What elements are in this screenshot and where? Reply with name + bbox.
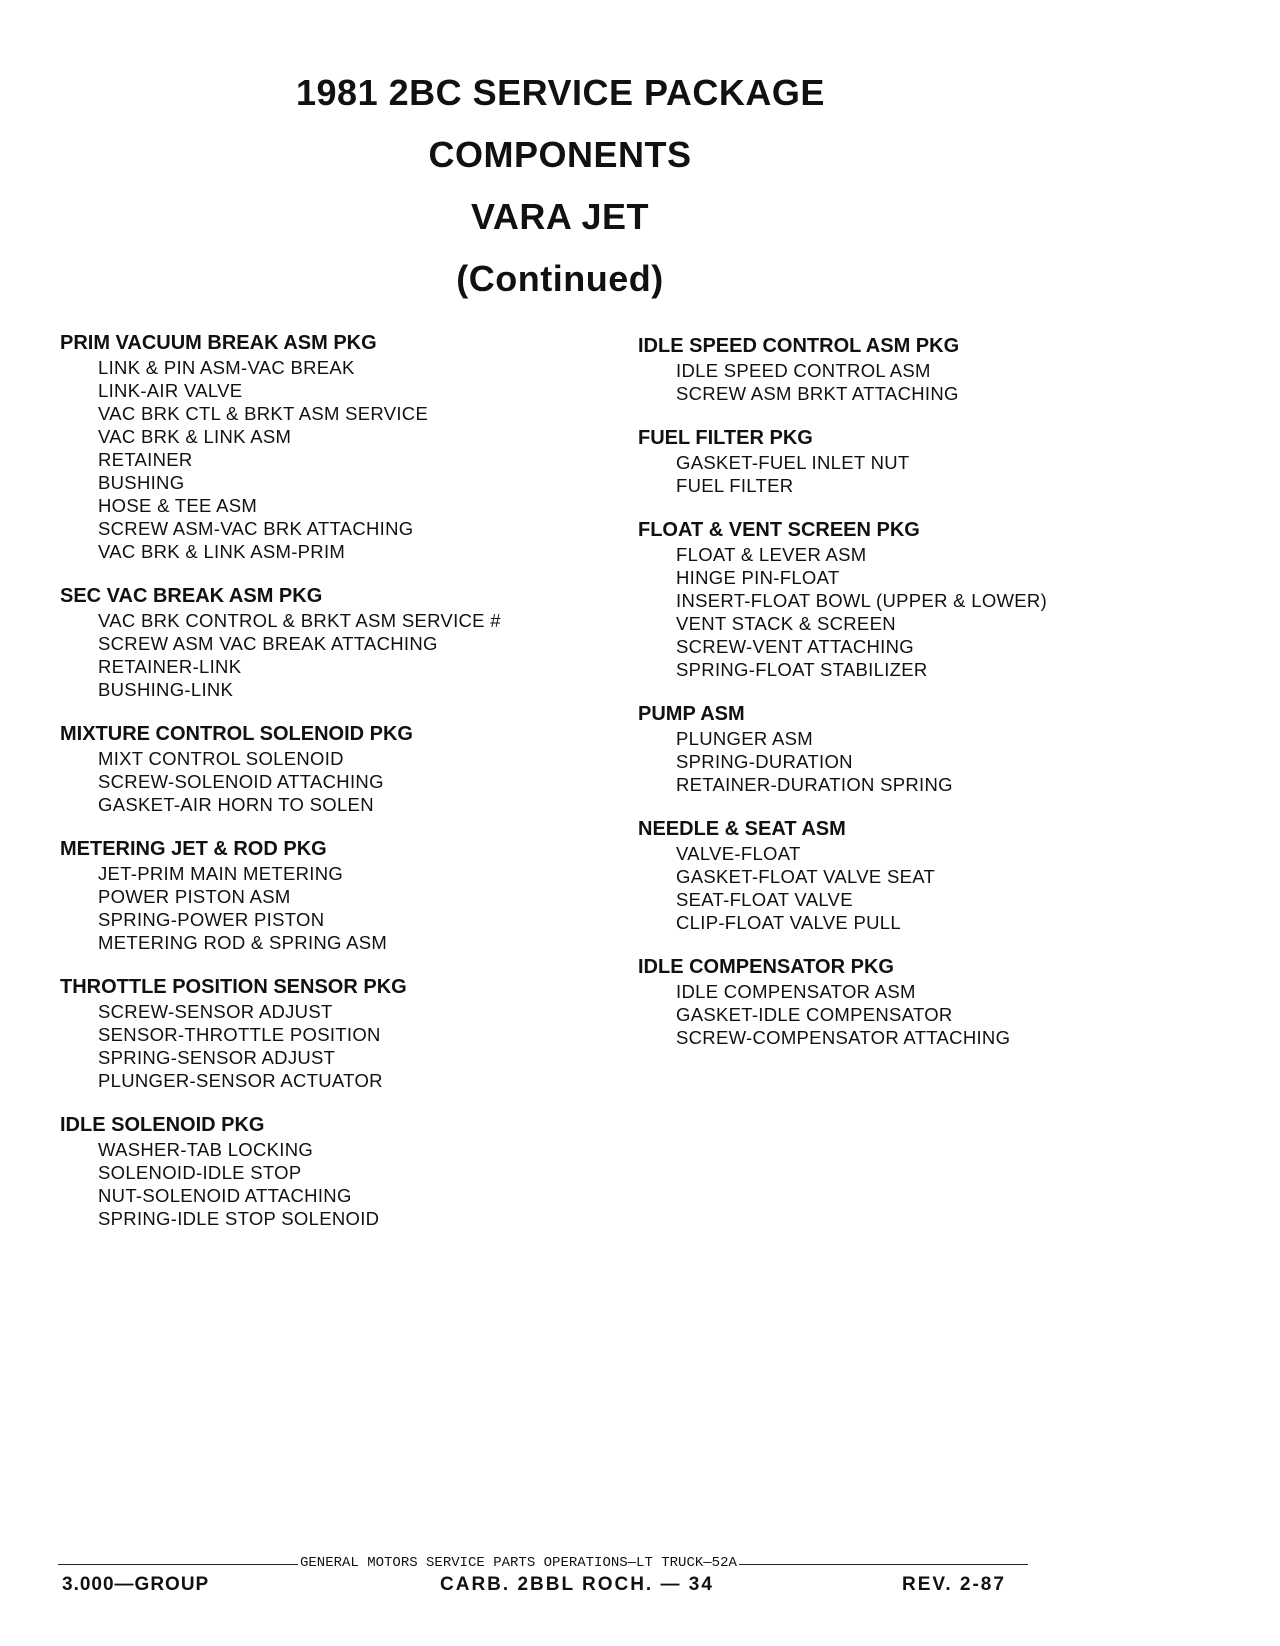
section-heading: NEEDLE & SEAT ASM [638, 818, 846, 840]
package-section-idle-speed-control-asm-pkg [638, 333, 1158, 405]
component-item: SPRING-SENSOR ADJUST [98, 1047, 336, 1068]
footer-page-number: CARB. 2BBL ROCH. — 34 [440, 1574, 714, 1595]
component-item: MIXT CONTROL SOLENOID [98, 748, 344, 769]
component-item: SCREW ASM VAC BREAK ATTACHING [98, 633, 438, 654]
component-item: SCREW-VENT ATTACHING [676, 636, 914, 657]
component-item: SCREW-SENSOR ADJUST [98, 1001, 333, 1022]
component-list [638, 451, 1158, 497]
package-section-prim-vacuum-break-asm-pkg [60, 330, 580, 563]
section-heading: MIXTURE CONTROL SOLENOID PKG [60, 723, 413, 745]
component-item: WASHER-TAB LOCKING [98, 1139, 314, 1160]
package-section-mixture-control-solenoid-pkg [60, 721, 580, 816]
component-item: VAC BRK CONTROL & BRKT ASM SERVICE # [98, 610, 501, 631]
component-item: VALVE-FLOAT [676, 843, 801, 864]
component-item: PLUNGER-SENSOR ACTUATOR [98, 1070, 383, 1091]
component-item: SPRING-IDLE STOP SOLENOID [98, 1208, 380, 1229]
component-list [60, 356, 580, 563]
component-item: SCREW-COMPENSATOR ATTACHING [676, 1027, 1011, 1048]
component-item: FUEL FILTER [676, 475, 794, 496]
component-item: NUT-SOLENOID ATTACHING [98, 1185, 352, 1206]
component-item: SCREW ASM-VAC BRK ATTACHING [98, 518, 414, 539]
page-subtitle-components: COMPONENTS [428, 134, 692, 175]
component-item: SPRING-POWER PISTON [98, 909, 325, 930]
package-section-metering-jet-rod-pkg [60, 836, 580, 954]
component-list [638, 543, 1158, 681]
component-item: CLIP-FLOAT VALVE PULL [676, 912, 901, 933]
section-heading: FLOAT & VENT SCREEN PKG [638, 519, 920, 541]
component-item: VENT STACK & SCREEN [676, 613, 896, 634]
component-item: RETAINER [98, 449, 193, 470]
section-heading: IDLE COMPENSATOR PKG [638, 956, 894, 978]
component-list [638, 980, 1158, 1049]
component-item: LINK-AIR VALVE [98, 380, 243, 401]
page-title-block [0, 62, 1120, 310]
package-section-pump-asm [638, 701, 1158, 796]
package-section-needle-seat-asm [638, 816, 1158, 934]
section-heading: PRIM VACUUM BREAK ASM PKG [60, 332, 377, 354]
section-heading: IDLE SPEED CONTROL ASM PKG [638, 335, 960, 357]
component-item: FLOAT & LEVER ASM [676, 544, 867, 565]
component-list [60, 1138, 580, 1230]
component-item: METERING ROD & SPRING ASM [98, 932, 388, 953]
page-subtitle-model: VARA JET [470, 196, 650, 237]
component-list [638, 727, 1158, 796]
component-list [60, 747, 580, 816]
component-item: VAC BRK & LINK ASM [98, 426, 292, 447]
footer-rule [58, 1554, 1028, 1572]
page-subtitle-continued: (Continued) [456, 258, 664, 299]
component-item: BUSHING-LINK [98, 679, 234, 700]
component-item: HINGE PIN-FLOAT [676, 567, 840, 588]
package-section-float-vent-screen-pkg [638, 517, 1158, 681]
component-item: SEAT-FLOAT VALVE [676, 889, 853, 910]
component-list [638, 842, 1158, 934]
component-item: RETAINER-LINK [98, 656, 242, 677]
section-heading: SEC VAC BREAK ASM PKG [60, 585, 323, 607]
component-item: SCREW ASM BRKT ATTACHING [676, 383, 959, 404]
package-section-idle-solenoid-pkg [60, 1112, 580, 1230]
component-list [60, 862, 580, 954]
component-item: INSERT-FLOAT BOWL (UPPER & LOWER) [676, 590, 1048, 611]
component-item: HOSE & TEE ASM [98, 495, 258, 516]
section-heading: THROTTLE POSITION SENSOR PKG [60, 976, 407, 998]
right-column [638, 333, 1158, 1069]
page-footer [58, 1554, 1028, 1598]
package-section-idle-compensator-pkg [638, 954, 1158, 1049]
component-item: IDLE SPEED CONTROL ASM [676, 360, 931, 381]
section-heading: FUEL FILTER PKG [638, 427, 813, 449]
component-item: PLUNGER ASM [676, 728, 813, 749]
footer-operations: GENERAL MOTORS SERVICE PARTS OPERATIONS—LT TRUCK—52A [300, 1555, 737, 1571]
component-list [638, 359, 1158, 405]
component-item: LINK & PIN ASM-VAC BREAK [98, 357, 355, 378]
component-item: GASKET-FUEL INLET NUT [676, 452, 910, 473]
component-item: SPRING-DURATION [676, 751, 853, 772]
footer-revision: REV. 2-87 [902, 1574, 1006, 1595]
component-list [60, 1000, 580, 1092]
section-heading: IDLE SOLENOID PKG [60, 1114, 265, 1136]
package-section-fuel-filter-pkg [638, 425, 1158, 497]
component-item: SPRING-FLOAT STABILIZER [676, 659, 928, 680]
footer-group: 3.000—GROUP [62, 1574, 210, 1595]
package-section-throttle-position-sensor-pkg [60, 974, 580, 1092]
component-item: GASKET-AIR HORN TO SOLEN [98, 794, 374, 815]
section-heading: METERING JET & ROD PKG [60, 838, 327, 860]
component-item: SCREW-SOLENOID ATTACHING [98, 771, 384, 792]
component-item: JET-PRIM MAIN METERING [98, 863, 344, 884]
footer-row [58, 1572, 1028, 1598]
left-column [60, 330, 580, 1250]
section-heading: PUMP ASM [638, 703, 745, 725]
component-item: BUSHING [98, 472, 185, 493]
component-list [60, 609, 580, 701]
component-item: SOLENOID-IDLE STOP [98, 1162, 302, 1183]
package-section-sec-vac-break-asm-pkg [60, 583, 580, 701]
component-item: GASKET-FLOAT VALVE SEAT [676, 866, 936, 887]
component-item: SENSOR-THROTTLE POSITION [98, 1024, 381, 1045]
component-item: VAC BRK CTL & BRKT ASM SERVICE [98, 403, 429, 424]
component-item: VAC BRK & LINK ASM-PRIM [98, 541, 346, 562]
component-item: IDLE COMPENSATOR ASM [676, 981, 916, 1002]
page-title: 1981 2BC SERVICE PACKAGE [296, 72, 825, 113]
component-item: POWER PISTON ASM [98, 886, 291, 907]
component-item: RETAINER-DURATION SPRING [676, 774, 953, 795]
component-item: GASKET-IDLE COMPENSATOR [676, 1004, 953, 1025]
